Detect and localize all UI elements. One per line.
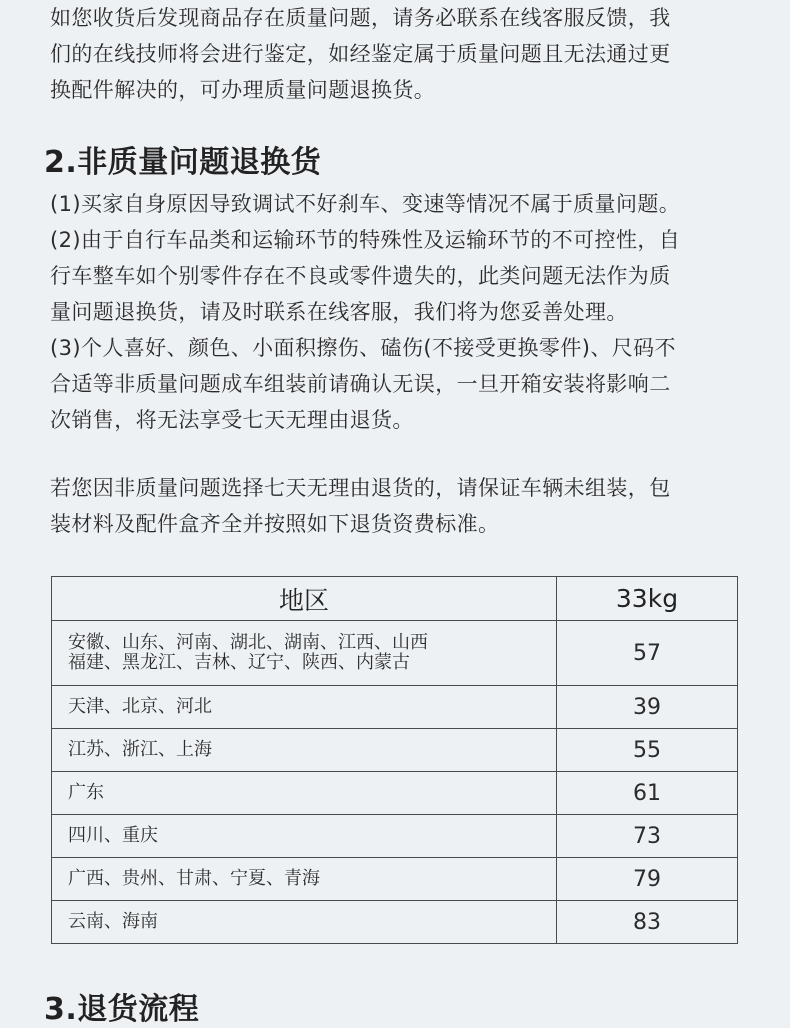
price-cell: 83 (557, 901, 738, 944)
list-line: 次销售，将无法享受七天无理由退货。 (50, 408, 414, 432)
price-cell: 39 (557, 686, 738, 729)
region-text: 广西、贵州、甘肃、宁夏、青海 (68, 868, 320, 889)
table-header-row (52, 577, 738, 621)
table-row (52, 901, 738, 944)
table-row (52, 858, 738, 901)
list-line: 量问题退换货，请及时联系在线客服，我们将为您妥善处理。 (50, 300, 628, 324)
region-cell (52, 858, 557, 901)
section-2-heading: 2.非质量问题退换货 (44, 145, 322, 180)
list-line: (3)个人喜好、颜色、小面积擦伤、磕伤(不接受更换零件)、尺码不 (50, 336, 676, 360)
table-row (52, 815, 738, 858)
list-line: 合适等非质量问题成车组装前请确认无误，一旦开箱安装将影响二 (50, 372, 671, 396)
price-cell: 55 (557, 729, 738, 772)
region-cell (52, 729, 557, 772)
region-text: 安徽、山东、河南、湖北、湖南、江西、山西 (68, 632, 428, 653)
return-note-paragraph (50, 470, 750, 542)
region-cell (52, 621, 557, 686)
region-text: 四川、重庆 (68, 825, 158, 846)
region-text: 广东 (68, 782, 104, 803)
return-note-line: 若您因非质量问题选择七天无理由退货的，请保证车辆未组装，包 (50, 476, 671, 500)
price-cell: 61 (557, 772, 738, 815)
table-row (52, 686, 738, 729)
region-cell (52, 686, 557, 729)
section-3-heading: 3.退货流程 (44, 992, 200, 1027)
region-text: 云南、海南 (68, 911, 158, 932)
price-cell: 79 (557, 858, 738, 901)
section-2-list (50, 186, 750, 438)
region-text: 天津、北京、河北 (68, 696, 212, 717)
return-note-line: 装材料及配件盒齐全并按照如下退货资费标准。 (50, 512, 500, 536)
intro-line: 换配件解决的，可办理质量问题退换货。 (50, 78, 436, 102)
table-row (52, 729, 738, 772)
region-cell (52, 815, 557, 858)
region-cell (52, 901, 557, 944)
table-row (52, 772, 738, 815)
header-weight: 33kg (557, 577, 738, 621)
region-text: 江苏、浙江、上海 (68, 739, 212, 760)
intro-line: 如您收货后发现商品存在质量问题，请务必联系在线客服反馈，我 (50, 6, 671, 30)
region-text: 福建、黑龙江、吉林、辽宁、陕西、内蒙古 (68, 652, 410, 673)
intro-paragraph (50, 0, 750, 108)
list-line: (1)买家自身原因导致调试不好刹车、变速等情况不属于质量问题。 (50, 192, 681, 216)
list-line: 行车整车如个别零件存在不良或零件遗失的，此类问题无法作为质 (50, 264, 671, 288)
region-cell (52, 772, 557, 815)
header-region: 地区 (52, 577, 557, 621)
price-cell: 73 (557, 815, 738, 858)
price-cell: 57 (557, 621, 738, 686)
table-row (52, 621, 738, 686)
list-line: (2)由于自行车品类和运输环节的特殊性及运输环节的不可控性，自 (50, 228, 681, 252)
return-fee-table (51, 576, 738, 944)
intro-line: 们的在线技师将会进行鉴定，如经鉴定属于质量问题且无法通过更 (50, 42, 671, 66)
